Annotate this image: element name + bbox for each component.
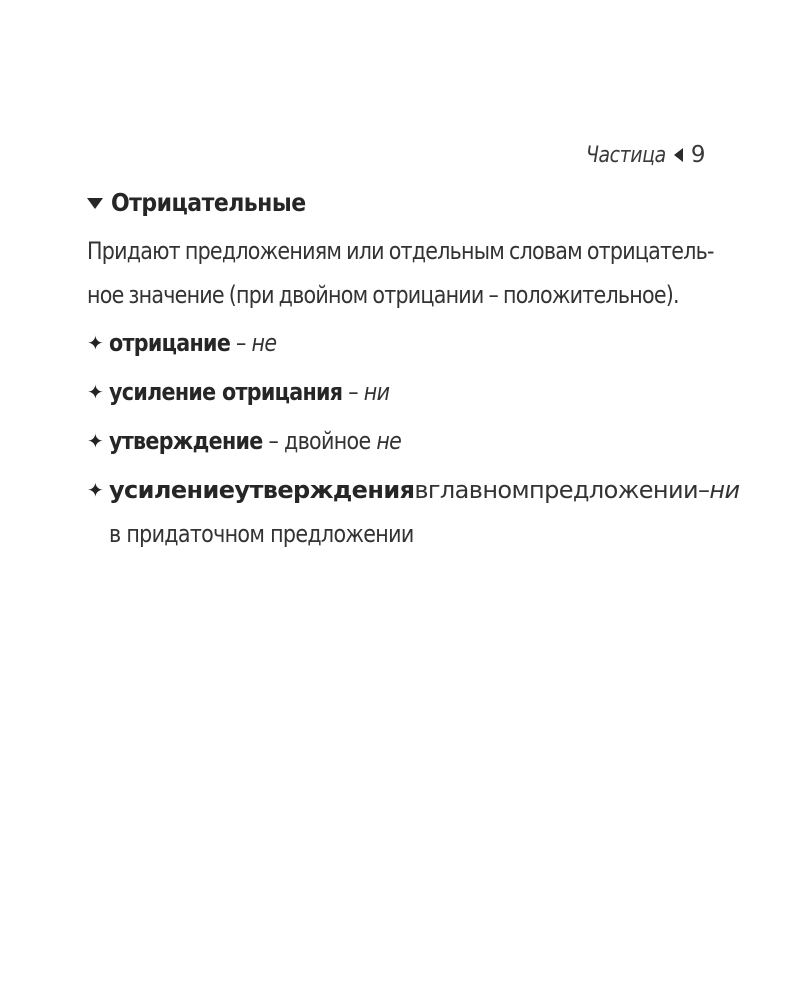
list-item-row [109, 370, 623, 414]
item-example: ни [709, 476, 740, 504]
list-item-row-justified [109, 468, 740, 512]
section-heading-text: Отрицательные [111, 188, 306, 217]
description-line: Придают предложениям или отдельным словам отрицатель- [87, 237, 714, 265]
item-plain-word: – [698, 476, 710, 504]
section-description [87, 229, 714, 317]
list-item [87, 321, 707, 365]
item-plain-word: предложении [529, 476, 698, 504]
item-plain-word: в [414, 476, 428, 504]
item-example: ни [363, 378, 390, 406]
four-point-star-icon: ✦ [87, 429, 103, 453]
item-plain-word: главном [427, 476, 530, 504]
item-example: не [251, 329, 277, 357]
particle-list [87, 321, 740, 556]
page-number: 9 [690, 142, 705, 168]
item-example: не [376, 427, 402, 455]
item-dash: – [342, 378, 364, 406]
item-term: усиление отрицания [109, 378, 343, 406]
list-item-row [109, 321, 623, 365]
item-continuation: в придаточном предложении [109, 520, 414, 548]
item-plain: двойное [283, 427, 377, 455]
item-term: утверждение [109, 427, 263, 455]
list-item-row [109, 419, 623, 463]
running-head [573, 142, 705, 168]
down-triangle-icon [87, 198, 103, 209]
list-item [87, 370, 707, 414]
left-triangle-icon [674, 148, 683, 162]
section [87, 188, 740, 561]
item-term: отрицание [109, 329, 231, 357]
item-dash: – [230, 329, 252, 357]
item-dash: – [262, 427, 284, 455]
list-item [87, 419, 707, 463]
description-line: ное значение (при двойном отрицании – положительное). [87, 281, 679, 309]
four-point-star-icon: ✦ [87, 380, 103, 404]
section-heading [87, 188, 707, 217]
running-head-title: Частица [586, 142, 666, 168]
four-point-star-icon: ✦ [87, 331, 103, 355]
item-term-word: усиление [109, 476, 235, 504]
item-term-word: утверждения [234, 476, 415, 504]
four-point-star-icon: ✦ [87, 478, 103, 502]
list-item [87, 468, 740, 556]
